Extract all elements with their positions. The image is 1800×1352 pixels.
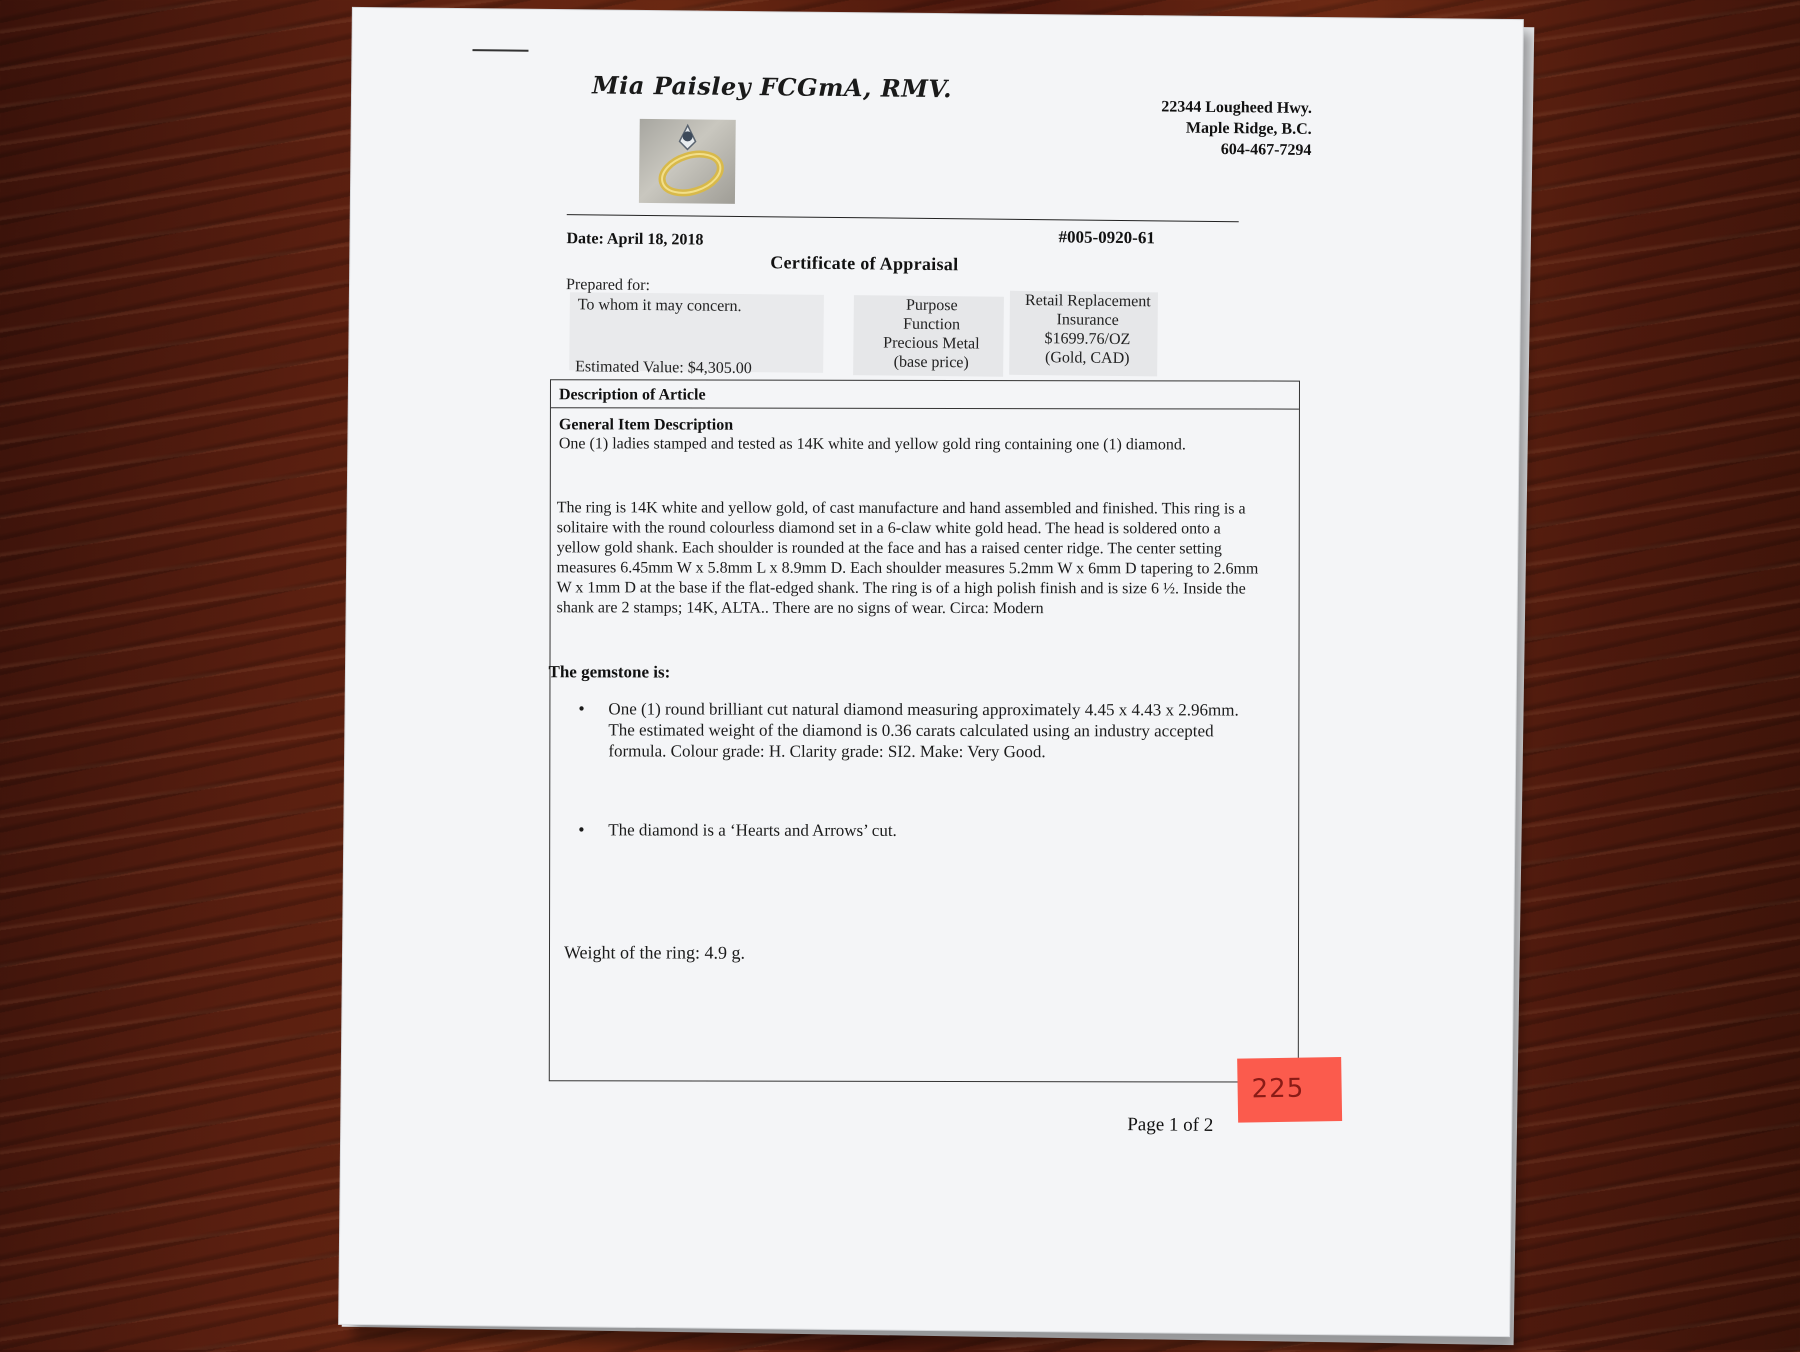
ring-description-text: The ring is 14K white and yellow gold, of cast manufacture and hand assembled and finished. This ring is a solitaire with the round colourless diamond set in a 6-claw white gold head. The head is soldered onto a yellow gold shank. Each shoulder is rounded at the face and has a raised center ridge. The center setting measures 6.45mm W x 5.8mm L x 8.9mm D. Each shoulder measures 5.2mm W x 6mm D tapering to 2.6mm W x 1mm D at the base if the flat-edged shank. The ring is of a high polish finish and is size 6 ½. Inside the shank are 2 stamps; 14K, ALTA.. There are no signs of wear. Circa: Modern xyxy=(556,499,1259,618)
address-phone: 604-467-7294 xyxy=(1220,141,1312,159)
lot-number: 225 xyxy=(1251,1073,1305,1105)
address-city: Maple Ridge, B.C. xyxy=(1185,119,1312,138)
estimated-value: Estimated Value: $4,305.00 xyxy=(575,358,752,378)
purpose-line: Purpose xyxy=(905,296,958,315)
gemstone-heading: The gemstone is: xyxy=(548,662,671,682)
insurance-line: Insurance xyxy=(1056,311,1119,329)
appraiser-address xyxy=(1041,95,1312,161)
purpose-column xyxy=(859,295,1004,373)
certificate-title: Certificate of Appraisal xyxy=(770,252,959,275)
appraisal-date: Date: April 18, 2018 xyxy=(566,230,704,249)
general-item-heading: General Item Description xyxy=(558,416,734,434)
retail-replacement-line: Retail Replacement xyxy=(1024,291,1151,311)
ring-photo xyxy=(639,119,736,204)
retail-column xyxy=(1013,291,1162,369)
precious-metal-line: Precious Metal xyxy=(883,334,980,353)
function-line: Function xyxy=(903,315,961,334)
appraiser-name: Mia Paisley FCGmA, RMV. xyxy=(591,70,953,104)
ring-weight: Weight of the ring: 4.9 g. xyxy=(563,942,746,963)
gemstone-item: • The diamond is a ‘Hearts and Arrows’ cut. xyxy=(578,819,1258,841)
description-header: Description of Article xyxy=(551,380,1299,409)
currency-line: (Gold, CAD) xyxy=(1044,349,1130,368)
address-street: 22344 Lougheed Hwy. xyxy=(1161,98,1313,117)
gemstone-list xyxy=(578,698,1258,841)
certificate-number: #005-0920-61 xyxy=(1058,227,1155,248)
appraisal-document xyxy=(339,8,1523,1336)
lot-number-sticker xyxy=(1237,1057,1342,1123)
general-item-text: One (1) ladies stamped and tested as 14K white and yellow gold ring containing one (1) diamond. xyxy=(558,435,1186,454)
description-box xyxy=(549,379,1300,1082)
base-price-line: (base price) xyxy=(893,353,969,372)
gemstone-item: • One (1) round brilliant cut natural diamond measuring approximately 4.45 x 4.43 x 2.96mm. The estimated weight of the diamond is 0.36 carats calculated using an industry accepted formula. Colour grade: H. Clarity grade: SI2. Make: Very Good. xyxy=(578,698,1258,762)
corner-mark xyxy=(472,49,528,52)
prepared-for-label: Prepared for: xyxy=(565,276,651,295)
prepared-for-value: To whom it may concern. xyxy=(577,296,742,315)
page-number: Page 1 of 2 xyxy=(1127,1114,1214,1136)
gold-price-line: $1699.76/OZ xyxy=(1044,330,1131,349)
header-divider xyxy=(567,214,1239,222)
ring-illustration xyxy=(639,119,736,204)
